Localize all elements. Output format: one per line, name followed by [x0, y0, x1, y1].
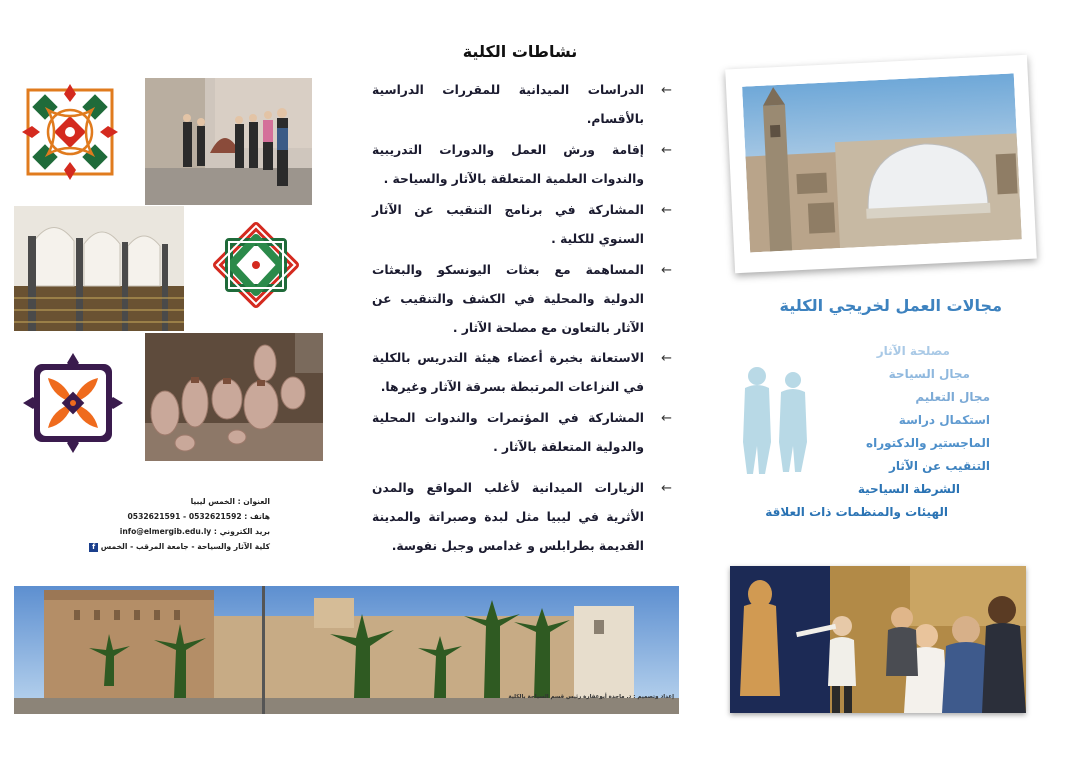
ornament-tile-purple-orange — [22, 352, 124, 458]
career-item: مجال السياحة — [888, 367, 970, 381]
contact-phone: هاتف : 0532621592 - 0532621591 — [127, 512, 270, 521]
contact-faculty — [82, 539, 270, 554]
activity-item — [372, 344, 674, 404]
activity-text: المساهمة مع بعثات اليونسكو والبعثات الدولية والمحلية في الكشف والتنقيب عن الآثار بالتعاون مع مصلحة الآثار . — [372, 263, 644, 335]
arrow-left-icon: ← — [661, 481, 672, 496]
career-item: الماجستير والدكتوراه — [866, 436, 990, 450]
activity-text: إقامة ورش العمل والدورات التدريبية والندوات العلمية المتعلقة بالآثار والسياحة . — [372, 143, 644, 186]
activities-list — [372, 76, 674, 562]
photo-mosque-interior — [14, 206, 184, 331]
photo-museum-visitors — [730, 566, 1026, 713]
career-item: استكمال دراسة — [898, 413, 990, 427]
activity-item — [372, 474, 674, 562]
contact-block — [82, 494, 270, 554]
ornament-tile-red-green — [20, 82, 120, 186]
contact-faculty-text: كلية الآثار والسياحة - جامعة المرقب - الخمس — [100, 542, 270, 551]
activities-title: نشاطات الكلية — [462, 42, 578, 61]
career-item: مصلحة الآثار — [876, 344, 950, 358]
career-item: مجال التعليم — [915, 390, 990, 404]
photo-visitors-street — [145, 78, 312, 205]
activity-item — [372, 256, 674, 344]
career-item: الهيئات والمنظمات ذات العلاقة — [765, 505, 948, 519]
arrow-left-icon: ← — [661, 143, 672, 158]
photo-dome-city — [742, 73, 1022, 252]
activity-item — [372, 196, 674, 256]
arrow-left-icon: ← — [661, 351, 672, 366]
activity-text: الدراسات الميدانية للمقررات الدراسية بالأقسام. — [372, 83, 644, 126]
arrow-left-icon: ← — [661, 411, 672, 426]
activity-text: المشاركة في المؤتمرات والندوات المحلية والدولية المتعلقة بالآثار . — [372, 411, 644, 454]
photo-frame-dome — [725, 55, 1037, 274]
arrow-left-icon: ← — [661, 83, 672, 98]
photo-pottery-jars — [145, 333, 323, 461]
career-item: الشرطة السياحية — [857, 482, 960, 496]
facebook-icon[interactable]: f — [89, 543, 98, 552]
career-item: التنقيب عن الآثار — [889, 459, 990, 473]
activity-item — [372, 76, 674, 136]
activity-text: الاستعانة بخبرة أعضاء هيئة التدريس بالكلية في النزاعات المرتبطة بسرقة الآثار وغيرها. — [372, 351, 644, 394]
ornament-tile-knot — [205, 220, 307, 324]
design-credit: إعداد وتصميم : د. ماجدة أبوعفارة رئيس قسم السياحة بالكلية — [508, 694, 674, 700]
activity-text: المشاركة في برنامج التنقيب عن الآثار السنوي للكلية . — [372, 203, 644, 246]
activity-text: الزيارات الميدانية لأغلب المواقع والمدن الأثرية في ليبيا مثل لبدة وصبراتة والمدينة القديمة بطرابلس و غدامس وجبل نفوسة. — [372, 481, 644, 553]
activity-item — [372, 136, 674, 196]
careers-list — [735, 340, 990, 524]
activity-item — [372, 404, 674, 474]
arrow-left-icon: ← — [661, 203, 672, 218]
arrow-left-icon: ← — [661, 263, 672, 278]
contact-address: العنوان : الخمس ليبيا — [190, 497, 270, 506]
careers-title: مجالات العمل لخريجي الكلية — [779, 296, 1002, 315]
contact-email[interactable]: بريد الكتروني : info@elmergib.edu.ly — [119, 527, 270, 536]
